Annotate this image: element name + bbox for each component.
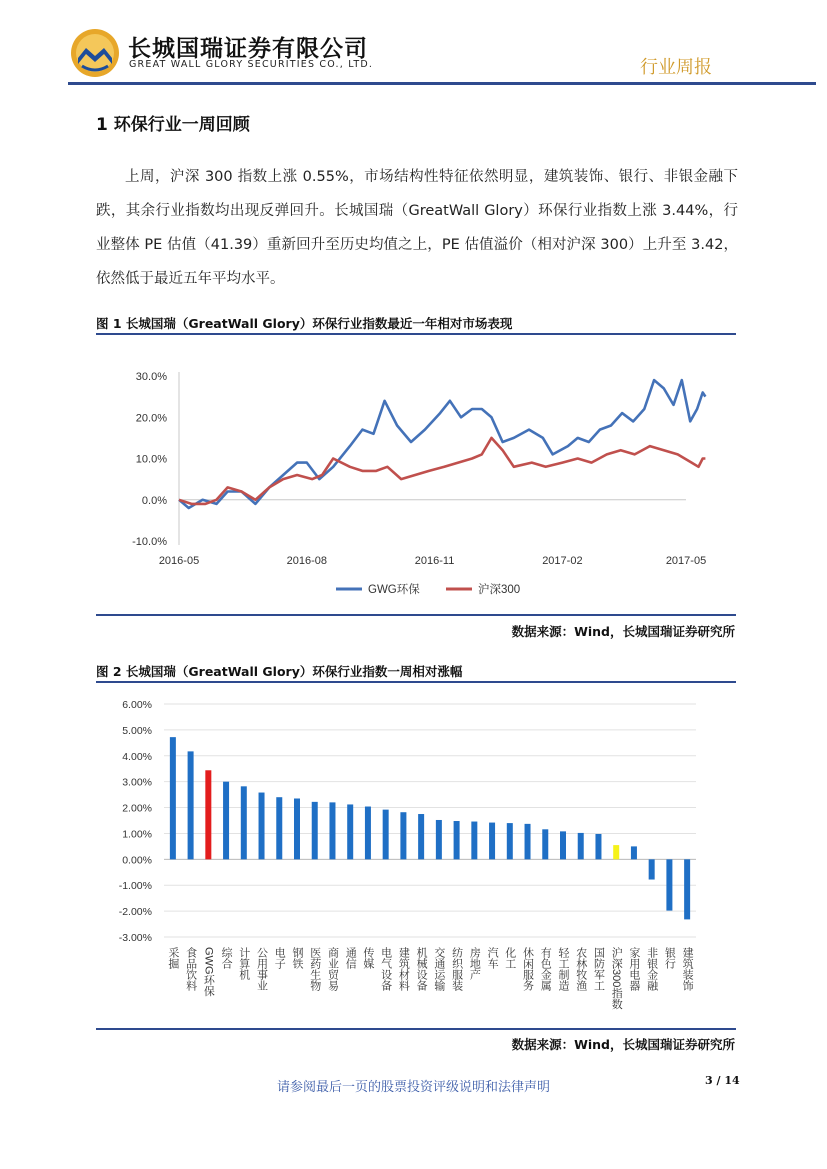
section-title: 1 环保行业一周回顾 — [96, 115, 250, 135]
category-label: 食品饮料 — [184, 947, 197, 991]
category-label: 轻工制造 — [557, 947, 569, 991]
bar — [383, 810, 389, 860]
bar — [329, 802, 335, 859]
bar — [649, 859, 655, 879]
figure1-title: 图 1 长城国瑞（GreatWall Glory）环保行业指数最近一年相对市场表现 — [96, 316, 513, 331]
bar — [188, 751, 194, 859]
category-label: 化工 — [503, 947, 516, 969]
category-label: 国防军工 — [592, 947, 605, 991]
category-label: 电气设备 — [379, 947, 392, 991]
figure1-bottom-rule — [96, 614, 736, 616]
bar — [631, 846, 637, 859]
category-label: 通信 — [344, 947, 357, 969]
bar — [418, 814, 424, 859]
category-label: 农林牧渔 — [574, 947, 587, 991]
category-label: 公用事业 — [255, 947, 268, 991]
y-tick-label: 10.0% — [135, 453, 167, 466]
bar — [613, 845, 619, 859]
bar — [436, 820, 442, 859]
legend-label: GWG环保 — [368, 584, 420, 596]
bar — [276, 797, 282, 859]
category-label: 家用电器 — [627, 947, 640, 991]
y-tick-label: -10.0% — [132, 536, 167, 548]
category-label: 纺织服装 — [450, 947, 463, 991]
legend-label: 沪深300 — [478, 584, 521, 596]
y-tick-label: 6.00% — [122, 699, 152, 711]
category-label: 电子 — [273, 947, 286, 969]
summary-paragraph — [96, 160, 738, 296]
bar — [471, 822, 477, 860]
bar — [666, 859, 672, 910]
bar — [294, 798, 300, 859]
category-label: 沪深300指数 — [610, 947, 623, 1010]
x-tick-label: 2016-05 — [158, 555, 200, 567]
category-label: 建筑材料 — [397, 947, 410, 991]
bar — [259, 793, 265, 860]
y-tick-label: 3.00% — [122, 776, 152, 789]
category-label: 银行 — [663, 947, 676, 969]
company-name-cn: 长城国瑞证券有限公司 — [128, 36, 368, 62]
figure2-source: 数据来源：Wind，长城国瑞证券研究所 — [511, 1037, 735, 1052]
bar — [578, 833, 584, 859]
y-tick-label: 30.0% — [135, 371, 167, 383]
category-label: 休闲服务 — [521, 947, 534, 991]
category-label: 传媒 — [361, 947, 374, 969]
category-label: 商业贸易 — [326, 947, 339, 991]
category-label: 汽车 — [486, 947, 499, 969]
bar — [542, 829, 548, 859]
y-tick-label: -2.00% — [118, 906, 152, 919]
bar — [684, 859, 690, 919]
x-tick-label: 2016-08 — [286, 555, 327, 567]
bar — [347, 804, 353, 859]
category-label: 钢铁 — [291, 947, 303, 969]
line-chart-env-index-vs-market — [96, 340, 736, 610]
page-number: 3 / 14 — [705, 1074, 740, 1087]
y-tick-label: 0.0% — [141, 494, 167, 507]
category-label: 交通运输 — [432, 947, 445, 991]
y-tick-label: 20.0% — [135, 412, 167, 425]
x-tick-label: 2016-11 — [414, 555, 455, 567]
bar — [241, 786, 247, 859]
company-logo — [70, 28, 120, 78]
header-rule — [68, 82, 816, 85]
footer-disclaimer: 请参阅最后一页的股票投资评级说明和法律声明 — [276, 1080, 550, 1095]
document-type: 行业周报 — [640, 57, 712, 78]
y-tick-label: 0.00% — [122, 854, 152, 867]
figure1-top-rule — [96, 333, 736, 335]
category-label: 非银金融 — [645, 947, 658, 991]
figure2-bottom-rule — [96, 1028, 736, 1030]
category-label: 医药生物 — [308, 947, 321, 991]
summary-text: 上周，沪深 300 指数上涨 0.55%，市场结构性特征依然明显，建筑装饰、银行、非银金融下跌，其余行业指数均出现反弹回升。长城国瑞（GreatWall Glory）环保行业指数上涨 3.44%，行业整体 PE 估值（41.39）重新回升至历史均值之上，PE 估值溢价（相对沪深 300）上升至 3.42，依然低于最近五年平均水平。 — [96, 169, 738, 287]
category-label: 采掘 — [166, 947, 179, 969]
bar — [525, 824, 531, 859]
series-line-hs300 — [179, 438, 705, 504]
bar — [560, 831, 566, 859]
bar — [223, 782, 229, 860]
bar — [595, 834, 601, 859]
figure1-source: 数据来源：Wind，长城国瑞证券研究所 — [511, 624, 735, 639]
bar — [489, 823, 495, 860]
category-label: 计算机 — [237, 947, 250, 980]
bar — [507, 823, 513, 859]
category-label: GWG环保 — [202, 947, 215, 997]
y-tick-label: 2.00% — [122, 802, 152, 815]
figure2-top-rule — [96, 681, 736, 683]
x-tick-label: 2017-02 — [542, 555, 583, 567]
bar — [400, 812, 406, 859]
category-label: 机械设备 — [415, 947, 428, 991]
x-tick-label: 2017-05 — [665, 555, 707, 567]
y-tick-label: -3.00% — [118, 932, 152, 944]
y-tick-label: 5.00% — [122, 724, 152, 737]
bar — [170, 737, 176, 859]
company-name-en: GREAT WALL GLORY SECURITIES CO., LTD. — [129, 59, 374, 70]
bar — [312, 802, 318, 859]
category-label: 房地产 — [468, 947, 481, 980]
y-tick-label: 4.00% — [122, 750, 152, 763]
bar — [454, 821, 460, 859]
category-label: 综合 — [220, 947, 233, 969]
bar — [365, 807, 371, 860]
series-line-gwg-env — [179, 380, 705, 508]
y-tick-label: -1.00% — [118, 880, 152, 893]
category-label: 建筑装饰 — [681, 947, 694, 991]
y-tick-label: 1.00% — [122, 828, 152, 841]
bar-chart-weekly-industry-change — [96, 688, 736, 1028]
figure2-title: 图 2 长城国瑞（GreatWall Glory）环保行业指数一周相对涨幅 — [96, 664, 463, 679]
bar — [205, 770, 211, 859]
category-label: 有色金属 — [539, 947, 552, 991]
